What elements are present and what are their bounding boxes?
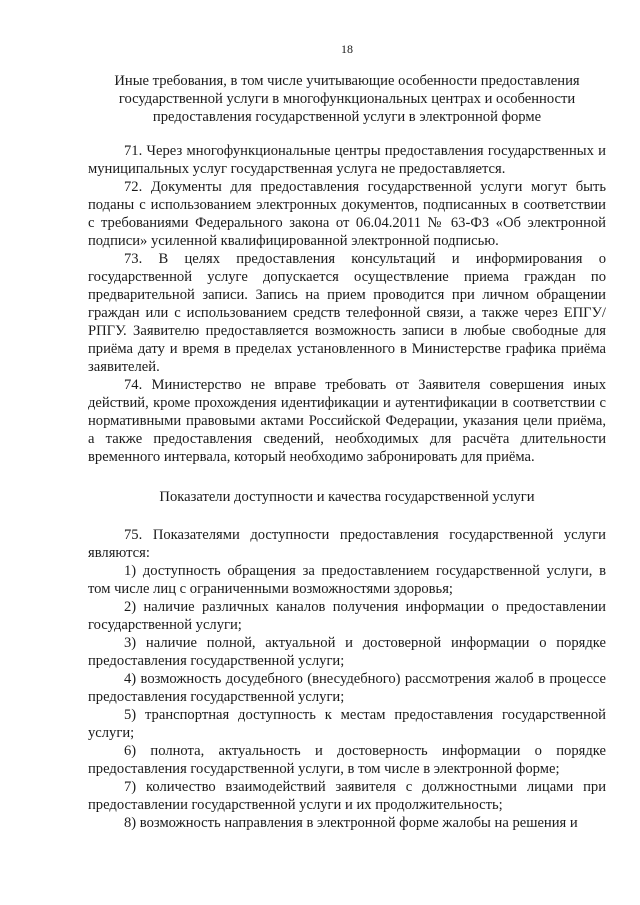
paragraph-72: 72. Документы для предоставления государственной услуги могут быть поданы с использованием электронных документов, подписанных в соответствии с требованиями Федерального закона от 06.04.2011 № 63-ФЗ «Об электронной подписи» усиленной квалифицированной электронной подписью.	[88, 179, 606, 249]
paragraph-74: 74. Министерство не вправе требовать от Заявителя совершения иных действий, кроме прохождения идентификации и аутентификации в соответствии с нормативными правовыми актами Российской Федерации, указания цели приёма, а также предоставления сведений, необходимых для расчёта длительности временного интервала, который необходимо забронировать для приёма.	[88, 377, 606, 465]
list-item: 4) возможность досудебного (внесудебного) рассмотрения жалоб в процессе предоставления государственной услуги;	[88, 671, 606, 705]
heading-line: Иные требования, в том числе учитывающие особенности предоставления	[114, 73, 580, 89]
list-item: 2) наличие различных каналов получения информации о предоставлении государственной услуги;	[88, 599, 606, 633]
list-item: 8) возможность направления в электронной форме жалобы на решения и	[124, 815, 578, 831]
heading-line: государственной услуги в многофункциональных центрах и особенности	[118, 91, 576, 107]
page-number: 18	[341, 42, 353, 56]
heading-line: предоставления государственной услуги в электронной форме	[152, 109, 542, 125]
paragraph-75: 75. Показателями доступности предоставления государственной услуги являются:	[88, 527, 606, 561]
list-item: 1) доступность обращения за предоставлением государственной услуги, в том числе лиц с ограниченными возможностями здоровья;	[88, 563, 606, 597]
list-item: 3) наличие полной, актуальной и достоверной информации о порядке предоставления государственной услуги;	[88, 635, 606, 669]
list-item: 7) количество взаимодействий заявителя с должностными лицами при предоставлении государственной услуги и их продолжительность;	[88, 779, 606, 813]
section-heading	[88, 72, 606, 126]
list-item: 5) транспортная доступность к местам предоставления государственной услуги;	[88, 707, 606, 741]
paragraph-71: 71. Через многофункциональные центры предоставления государственных и муниципальных услуг государственная услуга не предоставляется.	[88, 143, 606, 177]
list-item: 6) полнота, актуальность и достоверность информации о порядке предоставления государственной услуги, в том числе в электронной форме;	[88, 743, 606, 777]
subsection-heading: Показатели доступности и качества государственной услуги	[159, 489, 535, 505]
paragraph-73: 73. В целях предоставления консультаций и информирования о государственной услуге допускается осуществление приема граждан по предварительной записи. Запись на прием проводится при личном обращении граждан или с использованием средств телефонной связи, а также через ЕПГУ/РПГУ. Заявителю предоставляется возможность записи в любые свободные для приёма дату и время в пределах установленного в Министерстве графика приёма заявителей.	[88, 251, 606, 375]
